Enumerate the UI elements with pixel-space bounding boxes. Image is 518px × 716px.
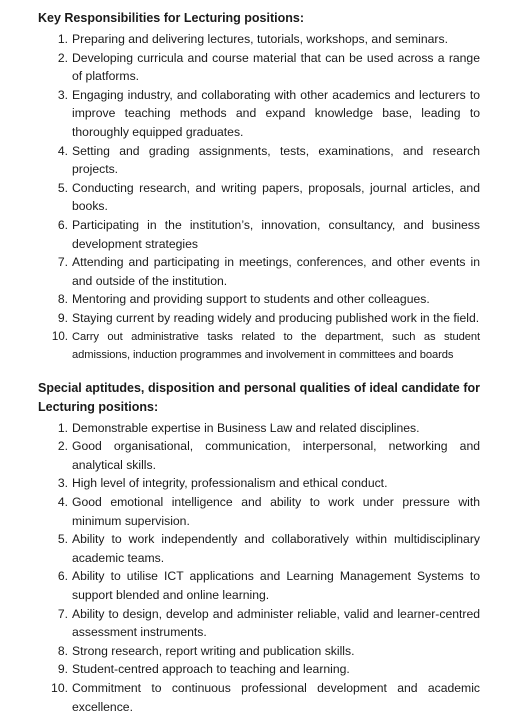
item-number: 1. xyxy=(57,420,68,435)
item-number: 10. xyxy=(51,329,68,343)
list-item xyxy=(38,142,480,179)
section-heading-qualities: Special aptitudes, disposition and personal qualities of ideal candidate for Lecturing positions: xyxy=(38,380,480,414)
item-number: 4. xyxy=(57,495,68,510)
list-item xyxy=(38,493,480,530)
item-text: Commitment to continuous professional development and academic excellence. xyxy=(72,681,480,714)
responsibilities-list xyxy=(38,30,480,365)
list-item xyxy=(38,253,480,290)
list-item xyxy=(38,290,480,309)
list-item xyxy=(38,49,480,86)
item-text: Ability to design, develop and administer reliable, valid and learner-centred assessment instruments. xyxy=(72,606,480,640)
item-text: Good organisational, communication, interpersonal, networking and analytical skills. xyxy=(72,439,480,472)
item-number: 7. xyxy=(57,255,68,270)
item-number: 7. xyxy=(57,606,68,621)
item-text: Preparing and delivering lectures, tutorials, workshops, and seminars. xyxy=(72,32,448,46)
item-text: Ability to work independently and collaboratively within multidisciplinary academic teams. xyxy=(72,532,480,565)
item-text: Student-centred approach to teaching and learning. xyxy=(72,662,350,677)
item-number: 3. xyxy=(57,476,68,491)
item-number: 6. xyxy=(57,217,68,232)
section-heading-responsibilities: Key Responsibilities for Lecturing positions: xyxy=(38,11,305,25)
qualities-list xyxy=(38,419,480,716)
item-text: Participating in the institution’s, innovation, consultancy, and business development strategies xyxy=(72,217,480,251)
item-number: 8. xyxy=(57,292,68,307)
list-item xyxy=(38,419,480,438)
item-text: Strong research, report writing and publication skills. xyxy=(72,643,355,658)
list-item xyxy=(38,660,480,679)
item-number: 3. xyxy=(57,87,68,102)
item-text: Conducting research, and writing papers, proposals, journal articles, and books. xyxy=(72,180,480,214)
item-text: Attending and participating in meetings, conferences, and other events in and outside of the institution. xyxy=(72,255,480,288)
item-number: 9. xyxy=(57,310,68,325)
list-item xyxy=(38,179,480,216)
item-text: Staying current by reading widely and producing published work in the field. xyxy=(72,310,480,325)
item-number: 5. xyxy=(57,180,68,195)
item-number: 1. xyxy=(57,32,68,46)
item-number: 10. xyxy=(51,681,68,695)
item-text: Good emotional intelligence and ability to work under pressure with minimum supervision. xyxy=(72,495,480,528)
item-number: 6. xyxy=(57,569,68,584)
list-item xyxy=(38,567,480,604)
item-text: Engaging industry, and collaborating with other academics and lecturers to improve teaching methods and expand knowledge base, leading to thoroughly equipped graduates. xyxy=(72,87,480,139)
item-number: 8. xyxy=(57,643,68,658)
item-number: 9. xyxy=(57,662,68,677)
item-text: Mentoring and providing support to students and other colleagues. xyxy=(72,292,430,307)
item-text: Demonstrable expertise in Business Law and related disciplines. xyxy=(72,420,420,435)
list-item xyxy=(38,474,480,493)
item-text: Carry out administrative tasks related to the department, such as student admissions, induction programmes and involvement in committees and boards xyxy=(72,330,480,362)
item-text: Setting and grading assignments, tests, examinations, and research projects. xyxy=(72,143,480,177)
list-item xyxy=(38,86,480,142)
item-text: Developing curricula and course material that can be used across a range of platforms. xyxy=(72,50,480,84)
item-text: High level of integrity, professionalism and ethical conduct. xyxy=(72,476,388,491)
list-item xyxy=(38,30,480,49)
list-item xyxy=(38,605,480,642)
list-item xyxy=(38,437,480,474)
item-number: 2. xyxy=(57,50,68,65)
list-item xyxy=(38,328,480,365)
item-number: 5. xyxy=(57,532,68,547)
list-item xyxy=(38,216,480,253)
list-item xyxy=(38,642,480,661)
list-item xyxy=(38,679,480,716)
item-text: Ability to utilise ICT applications and Learning Management Systems to support blended and online learning. xyxy=(72,569,480,603)
list-item xyxy=(38,530,480,567)
item-number: 4. xyxy=(57,143,68,158)
list-item xyxy=(38,309,480,328)
item-number: 2. xyxy=(57,439,68,454)
